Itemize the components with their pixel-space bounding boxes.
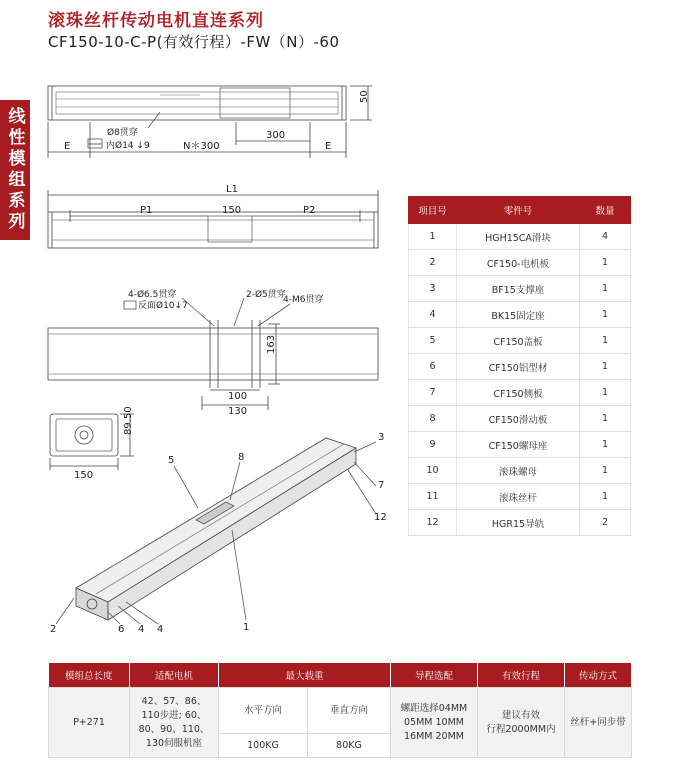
cell: 6 [409, 354, 457, 380]
spec-lead-line: 05MM 10MM [404, 716, 464, 728]
table-row [409, 354, 631, 380]
spec-motor-line: 110步进; 60、 [141, 709, 207, 721]
parts-header-part: 零件号 [457, 197, 580, 224]
spec-motor-line: 42、57、86、 [141, 695, 207, 707]
spec-header-lead: 导程选配 [391, 663, 478, 688]
cell: 2 [580, 510, 631, 536]
parts-header-item: 项目号 [409, 197, 457, 224]
dim-p1: P1 [140, 205, 153, 216]
cell: CF150铝型材 [457, 354, 580, 380]
iso-label-5: 5 [168, 455, 175, 466]
spec-load-v-label: 垂直方向 [308, 688, 391, 734]
iso-label-2: 2 [50, 624, 57, 635]
dim-8950: 89.50 [123, 406, 134, 435]
cell: HGR15导轨 [457, 510, 580, 536]
cell: 5 [409, 328, 457, 354]
spec-header-length: 模组总长度 [49, 663, 130, 688]
spec-load-h-value: 100KG [219, 734, 308, 758]
table-row [409, 276, 631, 302]
spec-table [48, 663, 632, 758]
cell: BK15固定座 [457, 302, 580, 328]
slide-view-body [48, 328, 378, 380]
table-row [409, 406, 631, 432]
spec-lead [391, 688, 478, 758]
parts-header-row [409, 197, 631, 224]
table-row [409, 380, 631, 406]
spec-stroke-line: 建议有效 [501, 709, 540, 721]
spec-motor-line: 130伺服机座 [145, 737, 203, 749]
dim-150: 150 [222, 205, 242, 216]
cell: 1 [580, 354, 631, 380]
table-row [409, 484, 631, 510]
cell: 1 [580, 302, 631, 328]
cell: 3 [409, 276, 457, 302]
cell: 1 [580, 276, 631, 302]
table-row [49, 688, 632, 734]
slide-note-3: 4-M6贯穿 [283, 295, 324, 305]
cell: CF150-电机板 [457, 250, 580, 276]
cell: 10 [409, 458, 457, 484]
table-row [409, 458, 631, 484]
cell: CF150滑动板 [457, 406, 580, 432]
slide-note-1b: 反面Ø10↓7 [138, 301, 188, 311]
iso-label-3: 3 [378, 432, 385, 443]
iso-label-8: 8 [238, 452, 245, 463]
spec-load-v-value: 80KG [308, 734, 391, 758]
dim-end-150: 150 [74, 470, 94, 481]
cell: 1 [580, 328, 631, 354]
spec-lead-line: 16MM 20MM [404, 730, 464, 742]
side-tab-label: 线性模组系列 [4, 107, 25, 233]
cell: 滚珠螺母 [457, 458, 580, 484]
spec-stroke-line: 行程2000MM内 [486, 723, 556, 735]
top-view-body [48, 86, 346, 120]
cell: 4 [580, 224, 631, 250]
table-row [409, 328, 631, 354]
table-row [409, 224, 631, 250]
cell: 4 [409, 302, 457, 328]
front-view-body [48, 212, 378, 248]
cell: CF150侧板 [457, 380, 580, 406]
cell: 1 [580, 458, 631, 484]
dim-163: 163 [266, 334, 277, 354]
iso-label-1: 1 [243, 622, 250, 633]
spec-motor-line: 80、90、110、 [138, 723, 210, 735]
page-title: 滚珠丝杆传动电机直连系列 [48, 11, 264, 31]
slide-note-2: 2-Ø5贯穿 [246, 290, 286, 300]
table-row [409, 302, 631, 328]
dim-130: 130 [228, 406, 248, 417]
cell: 1 [580, 380, 631, 406]
table-row [409, 250, 631, 276]
cell: 9 [409, 432, 457, 458]
slide-note-1: 4-Ø6.5贯穿 [128, 290, 177, 300]
cell: 1 [580, 484, 631, 510]
spec-lead-line: 螺距选择04MM [400, 702, 468, 714]
cell: 8 [409, 406, 457, 432]
table-row [409, 510, 631, 536]
iso-label-4a: 4 [138, 624, 145, 635]
hole-note-1: Ø8贯穿 [107, 128, 138, 138]
spec-length: P+271 [49, 688, 130, 758]
hole-note-2: 内Ø14 ↓9 [106, 141, 150, 151]
cell: 1 [580, 250, 631, 276]
model-code: CF150-10-C-P(有效行程）-FW（N）-60 [48, 33, 340, 51]
spec-load-h-label: 水平方向 [219, 688, 308, 734]
parts-header-qty: 数量 [580, 197, 631, 224]
dim-300: 300 [266, 130, 286, 141]
spec-header-row [49, 663, 632, 688]
table-row [409, 432, 631, 458]
cell: CF150螺母座 [457, 432, 580, 458]
cell: 11 [409, 484, 457, 510]
spec-motor [130, 688, 219, 758]
spec-header-motor: 适配电机 [130, 663, 219, 688]
iso-label-7: 7 [378, 480, 385, 491]
spec-header-stroke: 有效行程 [478, 663, 565, 688]
dim-l1: L1 [226, 184, 238, 195]
dim-50: 50 [359, 90, 370, 103]
cell: CF150盖板 [457, 328, 580, 354]
end-view-body [50, 414, 118, 456]
spec-header-load: 最大载重 [219, 663, 391, 688]
cell: 滚珠丝杆 [457, 484, 580, 510]
cell: BF15支撑座 [457, 276, 580, 302]
iso-label-12: 12 [374, 512, 387, 523]
dim-e-left: E [64, 141, 71, 152]
cell: 1 [580, 432, 631, 458]
dim-e-right: E [325, 141, 332, 152]
iso-label-6: 6 [118, 624, 125, 635]
spec-stroke [478, 688, 565, 758]
cell: 7 [409, 380, 457, 406]
parts-table [408, 196, 631, 536]
spec-drive: 丝杆+同步带 [565, 688, 632, 758]
dim-100: 100 [228, 391, 248, 402]
iso-label-4b: 4 [157, 624, 164, 635]
cell: 1 [409, 224, 457, 250]
cell: 1 [580, 406, 631, 432]
cell: HGH15CA滑块 [457, 224, 580, 250]
dim-p2: P2 [303, 205, 316, 216]
cell: 2 [409, 250, 457, 276]
dim-n300: N＊300 [183, 141, 220, 152]
spec-header-drive: 传动方式 [565, 663, 632, 688]
cell: 12 [409, 510, 457, 536]
